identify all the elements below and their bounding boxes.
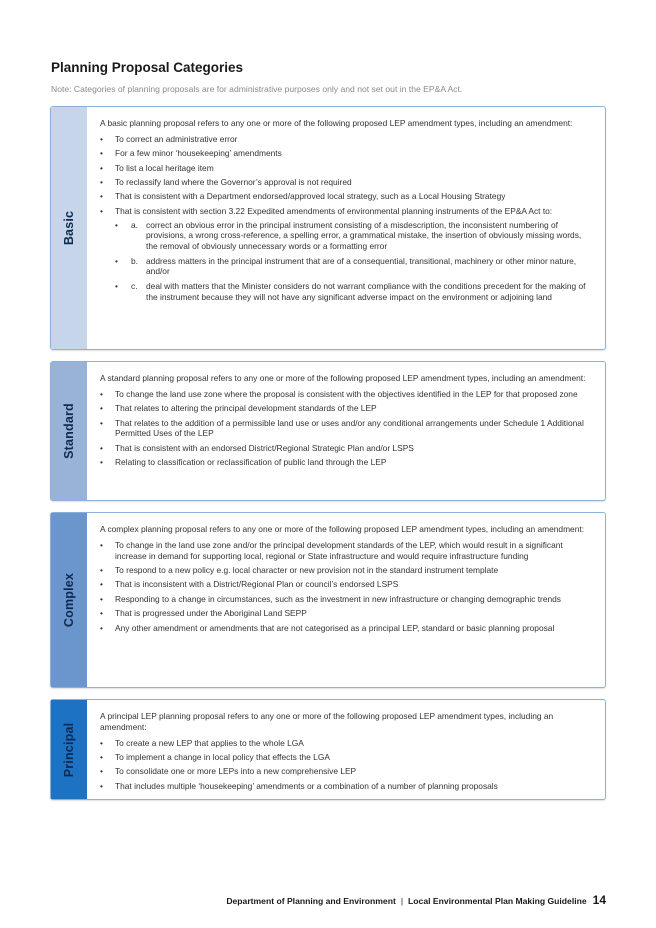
note-text: Note: Categories of planning proposals are for administrative purposes only and not set out in the EP&A Act.: [51, 84, 463, 94]
sub-list-marker: • b.: [131, 255, 138, 266]
page-footer: [226, 893, 606, 907]
list-item: • Any other amendment or amendments that are not categorised as a principal LEP, standard or basic planning proposal: [100, 623, 593, 634]
category-tab-standard: [51, 362, 87, 500]
amendment-list: [100, 134, 593, 303]
category-body: [87, 362, 605, 500]
list-item: • To consolidate one or more LEPs into a new comprehensive LEP: [100, 766, 593, 777]
list-item: • That is consistent with a Department endorsed/approved local strategy, such as a Local Housing Strategy: [100, 191, 593, 202]
list-item: • To list a local heritage item: [100, 163, 593, 174]
category-tab-complex: [51, 513, 87, 687]
category-panel-complex: [50, 512, 606, 688]
list-item: • Relating to classification or reclassification of public land through the LEP: [100, 457, 593, 468]
list-item: • To change in the land use zone and/or the principal development standards of the LEP, which would result in a significant increase in demand for supporting local, regional or State infrastructure and would require infrastructure funding: [100, 540, 593, 562]
page-title: Planning Proposal Categories: [51, 60, 244, 75]
page-number: 14: [592, 893, 606, 907]
sub-list-text: deal with matters that the Minister considers do not warrant compliance with the conditions precedent for the making of the instrument because they will not have any significant adverse impact on the environment or adjoining land: [146, 280, 586, 302]
list-item: • For a few minor ‘housekeeping’ amendments: [100, 148, 593, 159]
footer-separator: |: [400, 896, 404, 906]
sub-list-text: address matters in the principal instrument that are of a consequential, transitional, machinery or other minor nature, and/or: [146, 255, 577, 277]
category-panel-principal: [50, 699, 606, 800]
list-item: • That includes multiple ‘housekeeping’ amendments or a combination of a number of planning proposals: [100, 781, 593, 792]
category-body: [87, 700, 605, 799]
list-item: • To correct an administrative error: [100, 134, 593, 145]
sub-list-text: correct an obvious error in the principal instrument consisting of a misdescription, the inconsistent numbering of provisions, a wrong cross-reference, a spelling error, a grammatical mistake, the insertion of obviously missing words, the removal of obviously unnecessary words or a formatting error: [146, 219, 582, 252]
amendment-list: [100, 389, 593, 468]
sub-list-item: [115, 256, 593, 278]
category-tab-principal: [51, 700, 87, 799]
footer-department: Department of Planning and Environment: [226, 896, 396, 906]
list-item: • Responding to a change in circumstances, such as the investment in new infrastructure or changing demographic trends: [100, 594, 593, 605]
sub-list-marker: • a.: [131, 219, 138, 230]
list-item: • To change the land use zone where the proposal is consistent with the objectives identified in the LEP for that proposed zone: [100, 389, 593, 400]
category-tab-basic: [51, 107, 87, 349]
category-label: Basic: [62, 210, 76, 246]
footer-document-title: Local Environmental Plan Making Guideline: [408, 896, 587, 906]
list-item: • That is consistent with an endorsed District/Regional Strategic Plan and/or LSPS: [100, 443, 593, 454]
category-panel-standard: [50, 361, 606, 501]
category-label: Complex: [62, 572, 76, 628]
list-item: • To create a new LEP that applies to the whole LGA: [100, 738, 593, 749]
category-intro: A principal LEP planning proposal refers to any one or more of the following proposed LEP amendment types, including an amendment:: [100, 711, 554, 732]
sub-list-marker: • c.: [131, 280, 138, 291]
list-item: • That is progressed under the Aboriginal Land SEPP: [100, 608, 593, 619]
list-item-text: That is consistent with section 3.22 Expedited amendments of environmental planning instruments of the EP&A Act to:: [115, 205, 553, 216]
amendment-list: [100, 738, 593, 792]
sub-list-item: [115, 220, 593, 252]
category-body: [87, 107, 605, 349]
list-item: • That is inconsistent with a District/Regional Plan or council’s endorsed LSPS: [100, 579, 593, 590]
sub-list-item: [115, 281, 593, 303]
category-intro: A complex planning proposal refers to any one or more of the following proposed LEP amendment types, including an amendment:: [100, 524, 585, 534]
amendment-list: [100, 540, 593, 634]
list-item: • To reclassify land where the Governor’s approval is not required: [100, 177, 593, 188]
category-panel-basic: [50, 106, 606, 350]
category-intro: A standard planning proposal refers to any one or more of the following proposed LEP amendment types, including an amendment:: [100, 373, 586, 383]
list-item: • That relates to altering the principal development standards of the LEP: [100, 403, 593, 414]
list-item: • To implement a change in local policy that effects the LGA: [100, 752, 593, 763]
list-item: • That relates to the addition of a permissible land use or uses and/or any conditional arrangements under Schedule 1 Additional Permitted Uses of the LEP: [100, 418, 593, 440]
sub-list: [115, 220, 593, 303]
category-intro: A basic planning proposal refers to any one or more of the following proposed LEP amendment types, including an amendment:: [100, 118, 573, 128]
category-label: Standard: [62, 403, 76, 459]
list-item: [100, 206, 593, 303]
category-body: [87, 513, 605, 687]
category-label: Principal: [62, 722, 76, 777]
list-item: • To respond to a new policy e.g. local character or new provision not in the standard instrument template: [100, 565, 593, 576]
